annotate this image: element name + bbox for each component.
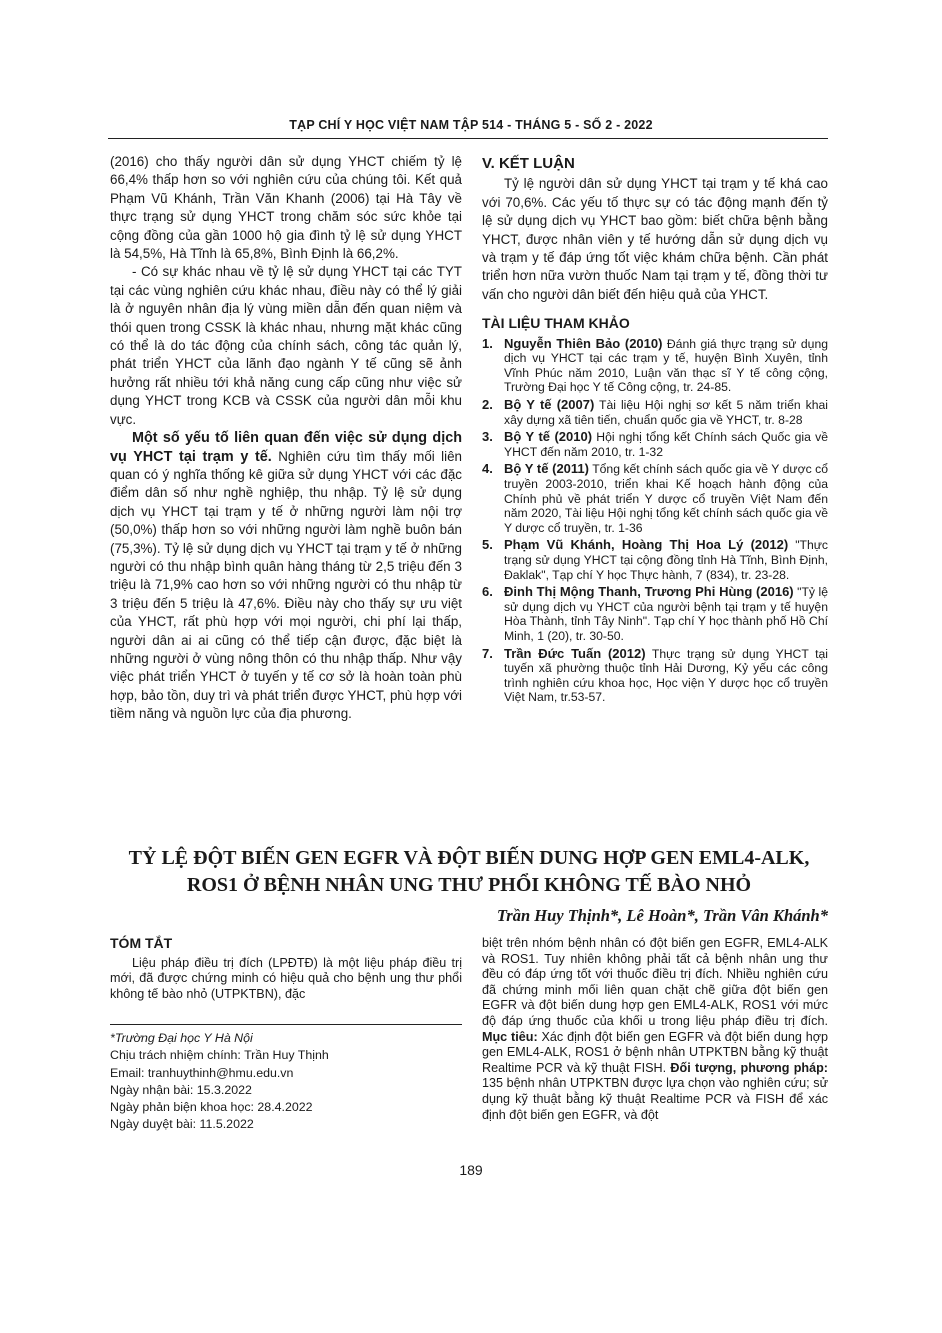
references-heading: TÀI LIỆU THAM KHẢO [482,315,630,332]
reference-item [482,462,828,535]
abstract-text: Liệu pháp điều trị đích (LPĐTĐ) là một liệu pháp điều trị mới, đã được chứng minh có hiệu quả cho bệnh ung thư phổi không tế bào nhỏ (UTPKTBN), đặc [110,955,462,1001]
reference-item [482,585,828,643]
reference-author: Bộ Y tế (2010) [504,429,593,445]
responsible-author: Chịu trách nhiệm chính: Trần Huy Thịnh [110,1048,329,1063]
paragraph: (2016) cho thấy người dân sử dụng YHCT chiếm tỷ lệ 66,4% thấp hơn so với nghiên cứu của chúng tôi. Kết quả Phạm Vũ Khánh, Trần Văn Khanh (2006) tại Hà Tây về thực trạng sử dụng YHCT trong chăm sóc sức khỏe tại cộng đồng của gần 1000 hộ gia đình tỷ lệ sử dụng YHCT là 54,5%, Hà Tĩnh là 65,8%, Bình Định là 66,2%. [110,154,462,262]
reference-number: 3. [482,429,493,445]
reference-item [482,647,828,705]
reference-item [482,430,828,459]
reference-author: Bộ Y tế (2011) [504,461,589,477]
received-date: Ngày nhận bài: 15.3.2022 [110,1082,252,1097]
reference-number: 7. [482,645,493,661]
paragraph [110,429,462,724]
approval-date: Ngày duyệt bài: 11.5.2022 [110,1117,254,1132]
reference-text: "Thực trạng sử dụng YHCT tại cộng đồng tỉnh Hà Tĩnh, Bình Định, Đaklak", Tạp chí Y học Thực hành, 7 (834), tr. 23-28. [504,538,828,582]
section-heading: V. KẾT LUẬN [482,155,575,172]
header-rule [108,138,828,139]
reference-author: Bộ Y tế (2007) [504,397,595,413]
article-title-line: TỶ LỆ ĐỘT BIẾN GEN EGFR VÀ ĐỘT BIẾN DUNG HỢP GEN EML4-ALK, [128,847,810,869]
reference-author: Phạm Vũ Khánh, Hoàng Thị Hoa Lý (2012) [504,537,789,553]
affiliation: *Trường Đại học Y Hà Nội [110,1031,253,1045]
reference-number: 6. [482,584,493,600]
reference-author: Nguyễn Thiên Bảo (2010) [504,335,663,351]
reference-text: Tổng kết chính sách quốc gia về Y dược cổ truyền 2003-2010, triển khai Kế hoạch hành động của Chính phủ về phát triển Y dược cổ truyền Việt Nam đến năm 2020, Tài liệu Hội nghị tổng kết chính sách quốc gia về Y dược cổ truyền, tr. 1-36 [504,462,828,535]
reference-number: 2. [482,397,493,413]
reference-text: Tài liệu Hội nghị sơ kết 5 năm triển khai xây dựng xã tiên tiến, chuẩn quốc gia về YHCT, tr. 8-28 [504,398,828,427]
reference-item [482,538,828,582]
reference-item [482,337,828,395]
reference-text: "Tỷ lệ sử dụng dịch vụ YHCT của người bệnh tại trạm y tế huyện Hòa Thành, tỉnh Tây Ninh". Tạp chí Y học thành phố Hồ Chí Minh, 1 (20), tr. 30-50. [504,585,828,643]
abstract-right [482,936,828,1123]
abstract-left [110,936,462,1002]
objective-label: Mục tiêu: [482,1029,538,1044]
reference-text: Thực trạng sử dụng YHCT tại tuyến xã phường thuộc tỉnh Hải Dương, Kỷ yếu các công trình nghiên cứu khoa học, Học viện Y dược học cổ truyền Việt Nam, tr.53-57. [504,646,828,705]
reference-author: Trần Đức Tuấn (2012) [504,645,646,661]
reference-list [482,337,828,705]
paragraph: - Có sự khác nhau về tỷ lệ sử dụng YHCT tại các TYT tại các vùng nghiên cứu khác nhau, điều này có thể lý giải là ở nguyên nhân địa lý vùng miền dẫn đến quan niệm và thói quen trong CSSK là khác nhau, nhưng mặt khác cũng có thể là do tác động của chính sách, công tác quản lý, phát triển YHCT của lãnh đạo ngành Y tế cũng sẽ ảnh hưởng rất nhiều tới khả năng cung cấp cũng như việc sử dụng YHCT trong KCB và CSSK của người dân mỗi khu vực. [110,264,462,427]
footnote [110,1030,462,1134]
reference-author: Đinh Thị Mộng Thanh, Trương Phi Hùng (2016) [504,584,794,600]
journal-header: TẠP CHÍ Y HỌC VIỆT NAM TẬP 514 - THÁNG 5 - SỐ 2 - 2022 [289,118,653,132]
abstract-text: 135 bệnh nhân UTPKTBN được lựa chọn vào nghiên cứu; sử dụng kỹ thuật bằng kỹ thuật Realtime PCR và FISH để xác định đột biến gen EGFR, và đột [482,1076,828,1122]
reference-number: 4. [482,461,493,477]
footnote-rule [110,1024,462,1025]
review-date: Ngày phản biện khoa học: 28.4.2022 [110,1100,313,1115]
email: Email: tranhuythinh@hmu.edu.vn [110,1065,294,1080]
page-number: 189 [459,1162,483,1178]
reference-number: 1. [482,335,493,351]
reference-text: Hội nghị tổng kết Chính sách Quốc gia về YHCT đến năm 2010, tr. 1-32 [504,430,828,459]
article-title [110,845,828,899]
methods-label: Đối tượng, phương pháp: [670,1060,828,1075]
abstract-text: Xác định đột biến gen EGFR và đột biến dung hợp gen EML4-ALK, ROS1 ở bệnh nhân UTPKTBN bằng kỹ thuật Realtime PCR và kỹ thuật FISH. [482,1029,828,1075]
paragraph: Tỷ lệ người dân sử dụng YHCT tại trạm y tế khá cao với 70,6%. Các yếu tố thực sự có tác động mạnh đến tỷ lệ sử dụng dịch vụ YHCT bao gồm: biết chữa bệnh bằng YHCT, được nhân viên y tế hướng dẫn sử dụng dịch vụ và trạm y tế đáp ứng tốt việc khám chữa bệnh. Cần phát triển hơn nữa vườn thuốc Nam tại trạm y tế, đồng thời tư vấn cho người dân biết đến hiệu quả của YHCT. [482,176,828,302]
right-column [482,155,828,708]
left-column [110,153,462,724]
paragraph-text: Nghiên cứu tìm thấy mối liên quan có ý nghĩa thống kê giữa sử dụng YHCT với các đặc điểm dân số như nghề nghiệp, thu nhập. Tỷ lệ sử dụng dịch vụ YHCT tại trạm y tế ở những người làm nội trợ (50,0%) thấp hơn so với những người làm nghề buôn bán (75,3%). Tỷ lệ sử dụng dịch vụ YHCT tại trạm y tế ở những người có thu nhập bình quân hàng tháng từ 2,5 triệu đến 3 triệu là 71,9% cao hơn so với những người có thu nhập từ 3 triệu đến 5 triệu là 47,6%. Điều này cho thấy sự ưu việt của YHCT, rất phù hợp với mọi người, chi phí lại thấp, người dân ai ai cũng có thể tiếp cận được, đặc biệt là những người ở vùng nông thôn có thu nhập thấp. Như vậy việc phát triển YHCT ở tuyến y tế cơ sở là hoàn toàn phù hợp, bảo tồn, duy trì và phát triển được YHCT, phù hợp với tiềm năng và nguồn lực của địa phương. [110,448,462,722]
subsection-heading: Một số yếu tố liên quan đến việc sử dụng dịch vụ YHCT tại trạm y tế. [110,430,462,465]
abstract-heading: TÓM TẮT [110,935,173,951]
reference-number: 5. [482,537,493,553]
article-authors: Trần Huy Thịnh*, Lê Hoàn*, Trần Vân Khánh* [496,906,828,925]
article-title-line: ROS1 Ở BỆNH NHÂN UNG THƯ PHỔI KHÔNG TẾ BÀO NHỎ [186,874,752,896]
abstract-text: biệt trên nhóm bệnh nhân có đột biến gen EGFR, EML4-ALK và ROS1. Tuy nhiên không phải tất cả bệnh nhân ung thư đều có đáp ứng tốt với thuốc điều trị đích. Nhiều nghiên cứu đã chứng minh mối liên quan chặt chẽ giữa đột biến gen EGFR và đột biến dung hợp gen EML4-ALK, ROS1 với mức độ đáp ứng thuốc của khối u trong liệu pháp điều trị đích. [482,936,828,1028]
reference-item [482,398,828,427]
reference-text: Đánh giá thực trạng sử dụng dịch vụ YHCT tại các trạm y tế, huyện Bình Xuyên, tỉnh Vĩnh Phúc năm 2010, Luận văn thạc sĩ Y tế công cộng, Trường Đại học Y tế Công cộng, tr. 24-85. [504,336,829,395]
